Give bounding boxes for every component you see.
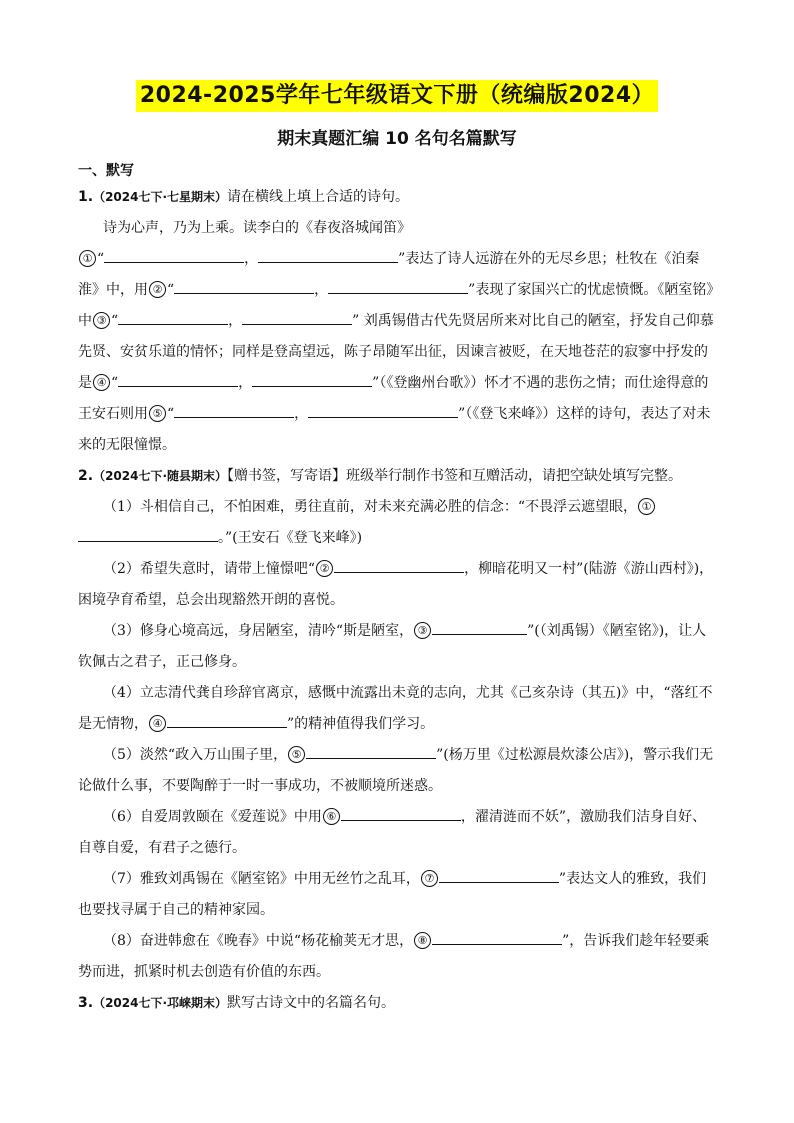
answer-blank[interactable]: [104, 244, 244, 263]
question-source: （2024七下·随县期末）: [93, 469, 228, 483]
text: “: [97, 251, 105, 267]
answer-blank[interactable]: [78, 523, 218, 542]
question-source: （2024七下·七星期末）: [93, 190, 228, 204]
text: ”表达了诗人远游在外的无尽乡思；杜牧在《泊秦淮》中，用: [78, 251, 700, 298]
text: ，濯清涟而不妖”，激励我们洁身自好、自尊自爱，有君子之德行。: [78, 809, 707, 856]
answer-blank[interactable]: [432, 926, 562, 945]
blank-marker-1: ①: [79, 250, 96, 267]
sub-item-7: [78, 864, 718, 926]
sub-item-6: [78, 802, 718, 864]
text: ”(（刘禹锡）《陋室铭》)，让人钦佩古之君子，正己修身。: [78, 623, 707, 670]
blank-marker-4: ④: [93, 374, 110, 391]
text: ”(杨万里《过松源晨炊漆公店》)，警示我们无论做什么事，不要陶醉于一时一事成功，不被顺境所迷惑。: [78, 747, 714, 794]
blank-marker-3: ③: [93, 312, 110, 329]
text: ”（《登飞来峰》）这样的诗句，表达了对未来的无限憧憬。: [78, 406, 711, 453]
answer-blank[interactable]: [174, 275, 314, 294]
text: （7）雅致刘禹锡在《陋室铭》中用无丝竹之乱耳，: [103, 871, 420, 887]
text: ”的精神值得我们学习。: [287, 716, 435, 732]
blank-marker-6: ⑥: [323, 808, 340, 825]
text: （6）自爱周敦颐在《爱莲说》中用: [103, 809, 322, 825]
text: ，: [238, 375, 253, 391]
answer-blank[interactable]: [252, 368, 372, 387]
text: ，: [244, 251, 259, 267]
text: ”（《登幽州台歌》）怀才不遇的悲伤之情；而仕途得意的王安石则用: [78, 375, 709, 422]
text: 。”(王安石《登飞来峰》): [218, 530, 363, 546]
section-heading: 一、默写: [78, 163, 134, 179]
text: ，: [228, 313, 243, 329]
answer-blank[interactable]: [167, 709, 287, 728]
question-number: 1.: [78, 189, 94, 205]
answer-blank[interactable]: [341, 802, 461, 821]
question-header: [78, 461, 718, 492]
question-intro: 诗为心声，乃为上乘。读李白的《春夜洛城闻笛》: [103, 220, 411, 236]
sub-item-1: [78, 492, 718, 554]
blank-marker-7: ⑦: [421, 870, 438, 887]
sub-item-5: [78, 740, 718, 802]
text: “: [111, 375, 119, 391]
text: ，: [294, 406, 309, 422]
text: （8）奋进韩愈在《晚春》中说“杨花榆荚无才思，: [103, 933, 414, 949]
question-prompt: 默写古诗文中的名篇名句。: [227, 995, 396, 1011]
text: （1）斗相信自己，不怕困难，勇往直前，对未来充满必胜的信念：“不畏浮云遮望眼，: [103, 499, 638, 515]
blank-marker-5: ⑤: [149, 405, 166, 422]
question-body: [78, 244, 718, 461]
title-wrap: [0, 80, 794, 112]
text: （2）希望失意时，请带上憧憬吧“: [103, 561, 316, 577]
question-header: [78, 182, 718, 213]
text: （5）淡然“政入万山围子里，: [103, 747, 288, 763]
answer-blank[interactable]: [334, 554, 464, 573]
answer-blank[interactable]: [306, 740, 436, 759]
text: ，: [314, 282, 329, 298]
answer-blank[interactable]: [118, 306, 228, 325]
text: ，柳暗花明又一村”(陆游《游山西村》)，困境孕育希望，总会出现豁然开朗的喜悦。: [78, 561, 714, 608]
text: ” 刘禹锡借古代先贤居所来对比自己的陋室，抒发自己仰慕先贤、安贫乐道的情怀；同样是登高望远，陈子昂随军出征，因谏言被贬，在天地苍茫的寂寥中抒发的是: [78, 313, 714, 391]
blank-marker-2: ②: [316, 560, 333, 577]
sub-item-2: [78, 554, 718, 616]
answer-blank[interactable]: [439, 864, 559, 883]
question-prompt: 【赠书签，写寄语】班级举行制作书签和互赠活动，请把空缺处填写完整。: [227, 468, 683, 484]
answer-blank[interactable]: [242, 306, 352, 325]
answer-blank[interactable]: [258, 244, 398, 263]
text: （4）立志清代龚自珍辞官离京，感慨中流露出未竟的志向，尤其《己亥杂诗（其五)》中，“落红不是无情物，: [78, 685, 713, 732]
question-1: [78, 182, 718, 461]
answer-blank[interactable]: [174, 399, 294, 418]
document-title: 2024-2025学年七年级语文下册（统编版2024）: [136, 80, 658, 112]
answer-blank[interactable]: [308, 399, 458, 418]
question-header: [78, 988, 718, 1019]
question-number: 3.: [78, 995, 94, 1011]
text: “: [111, 313, 119, 329]
question-prompt: 请在横线上填上合适的诗句。: [227, 189, 410, 205]
blank-marker-4: ④: [149, 715, 166, 732]
blank-marker-3: ③: [414, 622, 431, 639]
sub-item-8: [78, 926, 718, 988]
question-source: （2024七下·邛崃期末）: [93, 996, 228, 1010]
question-number: 2.: [78, 468, 94, 484]
blank-marker-5: ⑤: [288, 746, 305, 763]
text: “: [167, 282, 175, 298]
blank-marker-2: ②: [149, 281, 166, 298]
text: ”，告诉我们趁年轻要乘势而进，抓紧时机去创造有价值的东西。: [78, 933, 710, 980]
blank-marker-8: ⑧: [414, 932, 431, 949]
blank-marker-1: ①: [638, 498, 655, 515]
question-3: [78, 988, 718, 1019]
text: “: [167, 406, 175, 422]
text: （3）修身心境高远，身居陋室，清吟“斯是陋室，: [103, 623, 414, 639]
text: ”表现了家国兴亡的忧虑愤慨。《陋室铭》中: [78, 282, 714, 329]
document-subtitle: 期末真题汇编 10 名句名篇默写: [277, 129, 517, 149]
questions: [78, 182, 718, 1019]
question-2: [78, 461, 718, 988]
text: ”表达文人的雅致，我们也要找寻属于自己的精神家园。: [78, 871, 707, 918]
answer-blank[interactable]: [118, 368, 238, 387]
sub-item-3: [78, 616, 718, 678]
answer-blank[interactable]: [432, 616, 527, 635]
answer-blank[interactable]: [328, 275, 468, 294]
sub-item-4: [78, 678, 718, 740]
